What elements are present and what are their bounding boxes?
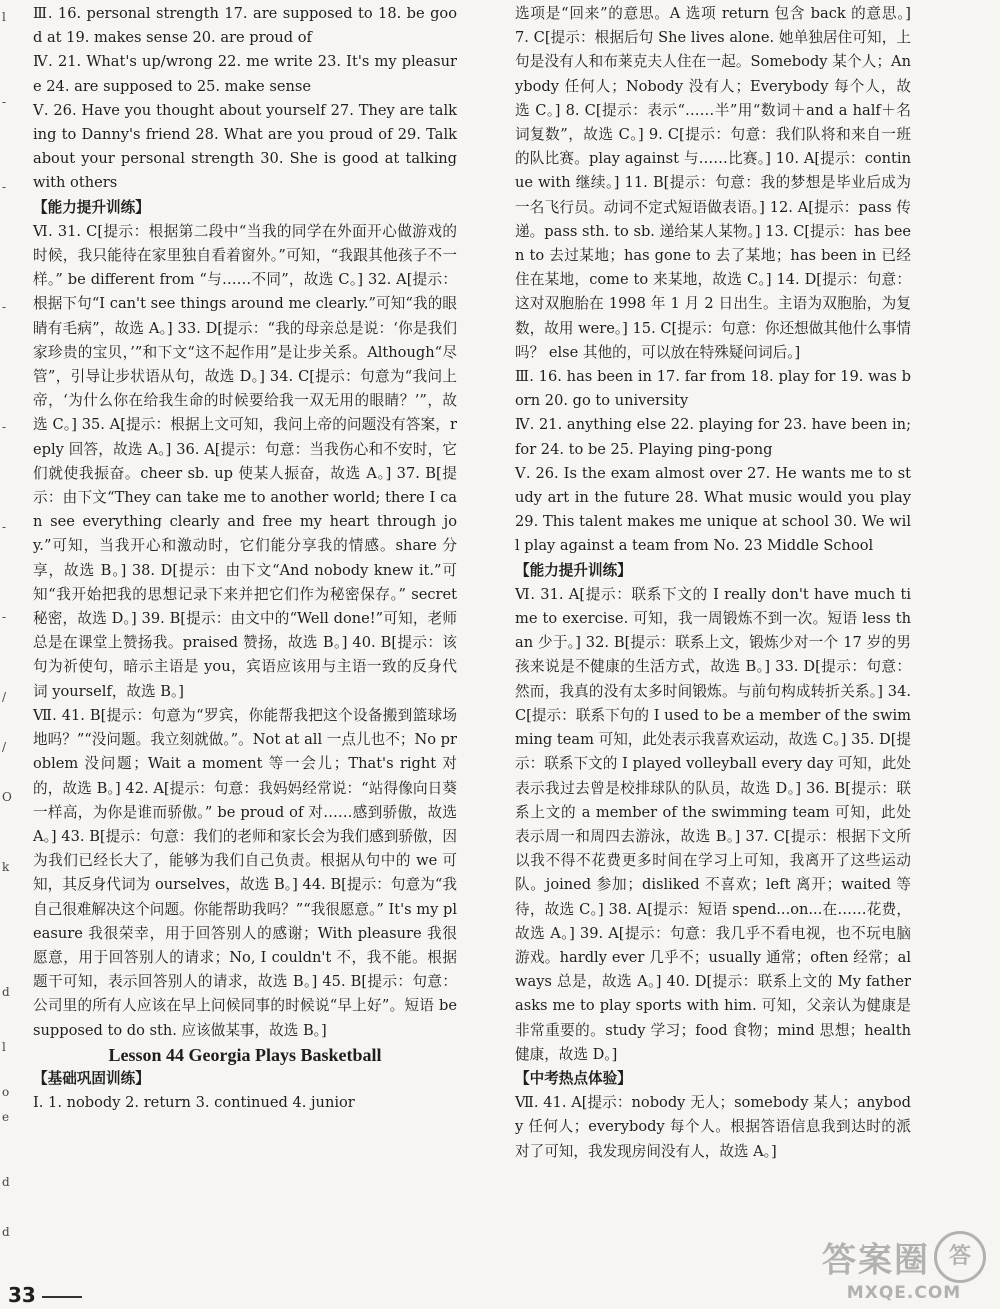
right-column [515, 2, 911, 1164]
page-number [8, 1283, 82, 1307]
answer-paragraph: 选项是“回来”的意思。A 选项 return 包含 back 的意思。] 7. C[提示：根据后句 She lives alone. 她单独居住可知，上句是没有人和布莱克夫人住在一起。Somebody 某个人；Anybody 任何人；Nobody 没有人；Everybody 每个人，故选 C。] 8. C[提示：表示“……半”用“数词＋and a half＋名词复数”，故选 C。] 9. C[提示：句意：我们队将和来自一班的队比赛。play against 与……比赛。] 10. A[提示：continue with 继续。] 11. B[提示：句意：我的梦想是毕业后成为一名飞行员。动词不定式短语做表语。] 12. A[提示：pass 传递。pass sth. to sb. 递给某人某物。] 13. C[提示：has been to 去过某地；has gone to 去了某地；has been in 已经住在某地，come to 来某地，故选 C。] 14. D[提示：句意：这对双胞胎在 1998 年 1 月 2 日出生。主语为双胞胎，为复数，故用 were。] 15. C[提示：句意：你还想做其他什么事情吗？ else 其他的，可以放在特殊疑问词后。] [515, 5, 911, 361]
section-heading: 【能力提升训练】 [33, 198, 150, 216]
section-heading: 【基础巩固训练】 [33, 1069, 150, 1087]
answer-paragraph: Ⅴ. 26. Is the exam almost over 27. He wants me to study art in the future 28. What music would you play 29. This talent makes me unique at school 30. We will play against a team from No. 23 Middle School [515, 464, 911, 555]
answer-paragraph: Ⅵ. 31. A[提示：联系下文的 I really don't have much time to exercise. 可知，我一周锻炼不到一次。短语 less than 少于。] 32. B[提示：联系上文，锻炼少对一个 17 岁的男孩来说是不健康的生活方式，故选 B。] 33. D[提示：句意：然而，我真的没有太多时间锻炼。与前句构成转折关系。] 34. C[提示：联系下句的 I used to be a member of the swimming team 可知，此处表示我喜欢运动，故选 C。] 35. D[提示：联系下文的 I played volleyball every day 可知，此处表示我过去曾是校排球队的队员，故选 D。] 36. B[提示：联系上文的 a member of the swimming team 可知，此处表示周一和周四去游泳，故选 B。] 37. C[提示：根据下文所以我不得不花费更多时间在学习上可知，我离开了这些运动队。joined 参加；disliked 不喜欢；left 离开；waited 等待，故选 C。] 38. A[提示：短语 spend...on...在……花费，故选 A。] 39. A[提示：句意：我几乎不看电视，也不玩电脑游戏。hardly ever 几乎不；usually 通常；often 经常；always 总是，故选 A。] 40. D[提示：联系上文的 My father asks me to play sports with him. 可知，父亲认为健康是非常重要的。study 学习；food 食物；mind 思想；health 健康，故选 D。] [515, 585, 911, 1063]
page-number-text: 33 [8, 1283, 36, 1307]
answer-paragraph: Ⅶ. 41. A[提示：nobody 无人；somebody 某人；anybody 任何人；everybody 每个人。根据答语信息我到达时的派对了可知，我发现房间没有人，故选 A。] [515, 1094, 911, 1160]
margin-mark: l [2, 1040, 6, 1054]
margin-mark: - [2, 420, 7, 434]
margin-mark: k [2, 860, 10, 874]
margin-mark: - [2, 300, 7, 314]
margin-mark: - [2, 520, 7, 534]
left-column [33, 2, 457, 1115]
answer-paragraph: Ⅲ. 16. personal strength 17. are supposed to 18. be good at 19. makes sense 20. are proud of [33, 5, 457, 47]
watermark-seal: 答 [934, 1231, 986, 1283]
margin-mark: d [2, 1175, 10, 1189]
answer-paragraph: Ⅴ. 26. Have you thought about yourself 27. They are talking to Danny's friend 28. What are you proud of 29. Talk about your personal strength 30. She is good at talking with others [33, 101, 457, 192]
margin-mark: O [2, 790, 12, 804]
watermark-brand: 答案圈 [822, 1240, 930, 1281]
margin-mark: - [2, 180, 7, 194]
answer-paragraph: Ⅰ. 1. nobody 2. return 3. continued 4. junior [33, 1094, 355, 1112]
watermark-url: MXQE.COM [846, 1283, 962, 1303]
margin-mark: l [2, 10, 6, 24]
answer-paragraph: Ⅲ. 16. has been in 17. far from 18. play for 19. was born 20. go to university [515, 368, 911, 410]
answer-paragraph: Ⅳ. 21. anything else 22. playing for 23. have been in; for 24. to be 25. Playing ping-pong [515, 416, 911, 458]
margin-mark: - [2, 95, 7, 109]
binding-margin [0, 0, 26, 1309]
margin-mark: e [2, 1110, 10, 1124]
answer-paragraph: Ⅵ. 31. C[提示：根据第二段中“当我的同学在外面开心做游戏的时候，我只能待在家里独自看着窗外。”可知，“我跟其他孩子不一样。” be different from “与……不同”，故选 C。] 32. A[提示：根据下句“I can't see things around me clearly.”可知“我的眼睛有毛病”，故选 A。] 33. D[提示：“我的母亲总是说：‘你是我们家珍贵的宝贝，’”和下文“这不起作用”是让步关系。Although“尽管”，引导让步状语从句，故选 D。] 34. C[提示：句意为“我问上帝，‘为什么你在给我生命的时候要给我一双无用的眼睛？’”，故选 C。] 35. A[提示：根据上文可知，我问上帝的问题没有答案，reply 回答，故选 A。] 36. A[提示：句意：当我伤心和不安时，它们就使我振奋。cheer sb. up 使某人振奋，故选 A。] 37. B[提示：由下文“They can take me to another world; there I can see everything clearly and free my heart through joy.”可知，当我开心和激动时，它们能分享我的情感。share 分享，故选 B。] 38. D[提示：由下文“And nobody knew it.”可知“我开始把我的思想记录下来并把它们作为秘密保存。” secret 秘密，故选 D。] 39. B[提示：由文中的“Well done!”可知，老师总是在课堂上赞扬我。praised 赞扬，故选 B。] 40. B[提示：该句为祈使句，暗示主语是 you，宾语应该用与主语一致的反身代词 yourself，故选 B。] [33, 222, 457, 700]
page-number-rule [42, 1296, 82, 1298]
margin-mark: - [2, 610, 7, 624]
section-heading: 【能力提升训练】 [515, 561, 632, 579]
margin-mark: / [2, 740, 7, 754]
margin-mark: o [2, 1085, 10, 1099]
section-heading: 【中考热点体验】 [515, 1069, 632, 1087]
margin-mark: / [2, 690, 7, 704]
answer-paragraph: Ⅶ. 41. B[提示：句意为“罗宾，你能帮我把这个设备搬到篮球场地吗？”“没问题。我立刻就做。”。Not at all 一点儿也不；No problem 没问题；Wait a moment 等一会儿；That's right 对的，故选 B。] 42. A[提示：句意：我妈妈经常说：“站得像向日葵一样高，为你是谁而骄傲。” be proud of 对……感到骄傲，故选 A。] 43. B[提示：句意：我们的老师和家长会为我们感到骄傲，因为我们已经长大了，能够为我们自己负责。根据从句中的 we 可知，其反身代词为 ourselves，故选 B。] 44. B[提示：句意为“我自己很难解决这个问题。你能帮助我吗？”“我很愿意。” It's my pleasure 我很荣幸，用于回答别人的感谢；With pleasure 我很愿意，用于回答别人的请求；No, I couldn't 不，我不能。根据题干可知，表示回答别人的请求，故选 B。] 45. B[提示：句意：公司里的所有人应该在早上问候同事的时候说“早上好”。短语 be supposed to do sth. 应该做某事，故选 B。] [33, 706, 457, 1039]
lesson-title: Lesson 44 Georgia Plays Basketball [108, 1044, 382, 1065]
watermark-logo [822, 1231, 986, 1303]
margin-mark: d [2, 1225, 10, 1239]
margin-mark: d [2, 985, 10, 999]
answer-paragraph: Ⅳ. 21. What's up/wrong 22. me write 23. It's my pleasure 24. are supposed to 25. make sense [33, 53, 457, 95]
